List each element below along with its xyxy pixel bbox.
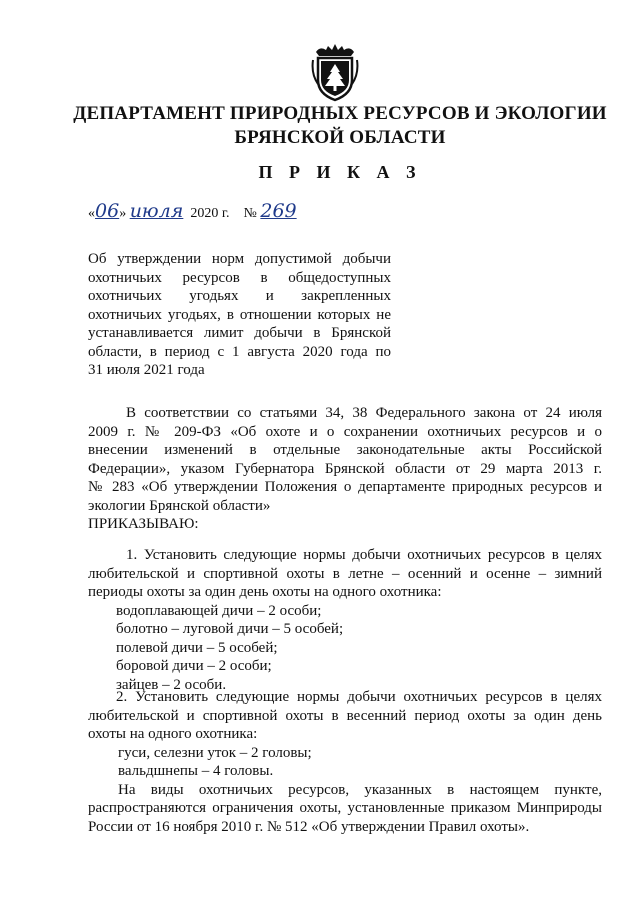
date-close-quote: » xyxy=(119,206,127,221)
item-1-line: любительской и спортивной охоты в летне – осенний и осенне – зимний xyxy=(88,565,602,582)
document-type-heading: П Р И К А З xyxy=(258,162,422,182)
subject-line: охотничьих угодьях и закрепленных xyxy=(88,288,391,304)
subject-line: охотничьих угодьях, в отношении которых не xyxy=(88,306,391,323)
item-2-paragraph xyxy=(88,688,602,836)
item-2-line: 2. Установить следующие нормы добычи охотничьих ресурсов в целях xyxy=(116,689,602,705)
subject-line: Об утверждении норм допустимой добычи xyxy=(88,251,391,267)
department-name-line-2: БРЯНСКОЙ ОБЛАСТИ xyxy=(234,127,446,148)
date-day-handwritten: 06 xyxy=(95,200,120,222)
item-2-line: На виды охотничьих ресурсов, указанных в настоящем пункте, xyxy=(118,781,602,798)
subject-line: 31 июля 2021 года xyxy=(88,362,205,378)
bag-limit-item: боровой дичи – 2 особи; xyxy=(116,658,272,674)
preamble-paragraph xyxy=(88,404,602,534)
item-1-paragraph xyxy=(88,546,602,694)
subject-line: охотничьих ресурсов в общедоступных xyxy=(88,269,391,286)
item-2-line: распространяются ограничения охоты, установленные приказом Минприроды xyxy=(88,800,602,816)
preamble-line: № 283 «Об утверждении Положения о департаменте природных ресурсов и xyxy=(88,479,602,495)
bag-limit-item: водоплавающей дичи – 2 особи; xyxy=(116,602,322,619)
order-number-handwritten: 269 xyxy=(260,200,297,222)
bag-limit-item: полевой дичи – 5 особей; xyxy=(116,639,278,656)
preamble-line: внесении изменений в отдельные законодательные акты Российской xyxy=(88,442,602,458)
date-open-quote: « xyxy=(88,206,95,221)
bag-limit-item: вальдшнепы – 4 головы. xyxy=(118,763,274,779)
order-subject xyxy=(88,250,391,380)
bag-limit-item: гуси, селезни уток – 2 головы; xyxy=(118,744,312,761)
item-2-line: России от 16 ноября 2010 г. № 512 «Об утверждении Правил охоты». xyxy=(88,818,530,835)
department-name-line-1: ДЕПАРТАМЕНТ ПРИРОДНЫХ РЕСУРСОВ И ЭКОЛОГИИ xyxy=(73,103,607,124)
bag-limit-item: зайцев – 2 особи. xyxy=(116,676,227,693)
preamble-line: 2009 г. № 209-ФЗ «Об охоте и о сохранении охотничьих ресурсов и о xyxy=(88,423,602,440)
preamble-line: Федерации», указом Губернатора Брянской области от 29 марта 2013 г. xyxy=(88,460,602,477)
subject-line: устанавливается лимит добычи в Брянской xyxy=(88,325,391,341)
subject-line: области, в период с 1 августа 2020 года по xyxy=(88,343,391,360)
date-and-number-line xyxy=(88,200,297,222)
item-2-line: охоты на одного охотника: xyxy=(88,726,258,742)
number-sign: № xyxy=(243,206,257,221)
preamble-line: экологии Брянской области» xyxy=(88,497,271,514)
date-month-handwritten: июля xyxy=(129,200,184,222)
bryansk-region-coat-of-arms-icon xyxy=(310,42,360,102)
bag-limit-item: болотно – луговой дичи – 5 особей; xyxy=(116,621,344,637)
item-1-line: 1. Установить следующие нормы добычи охотничьих ресурсов в целях xyxy=(126,547,602,563)
preamble-line: В соответствии со статьями 34, 38 Федерального закона от 24 июля xyxy=(126,405,602,421)
item-1-line: периоды охоты за один день охоты на одного охотника: xyxy=(88,584,442,600)
item-2-line: любительской и спортивной охоты в весенний период охоты за один день xyxy=(88,707,602,724)
date-year: 2020 г. xyxy=(190,206,230,221)
orders-keyword: ПРИКАЗЫВАЮ: xyxy=(88,516,199,532)
